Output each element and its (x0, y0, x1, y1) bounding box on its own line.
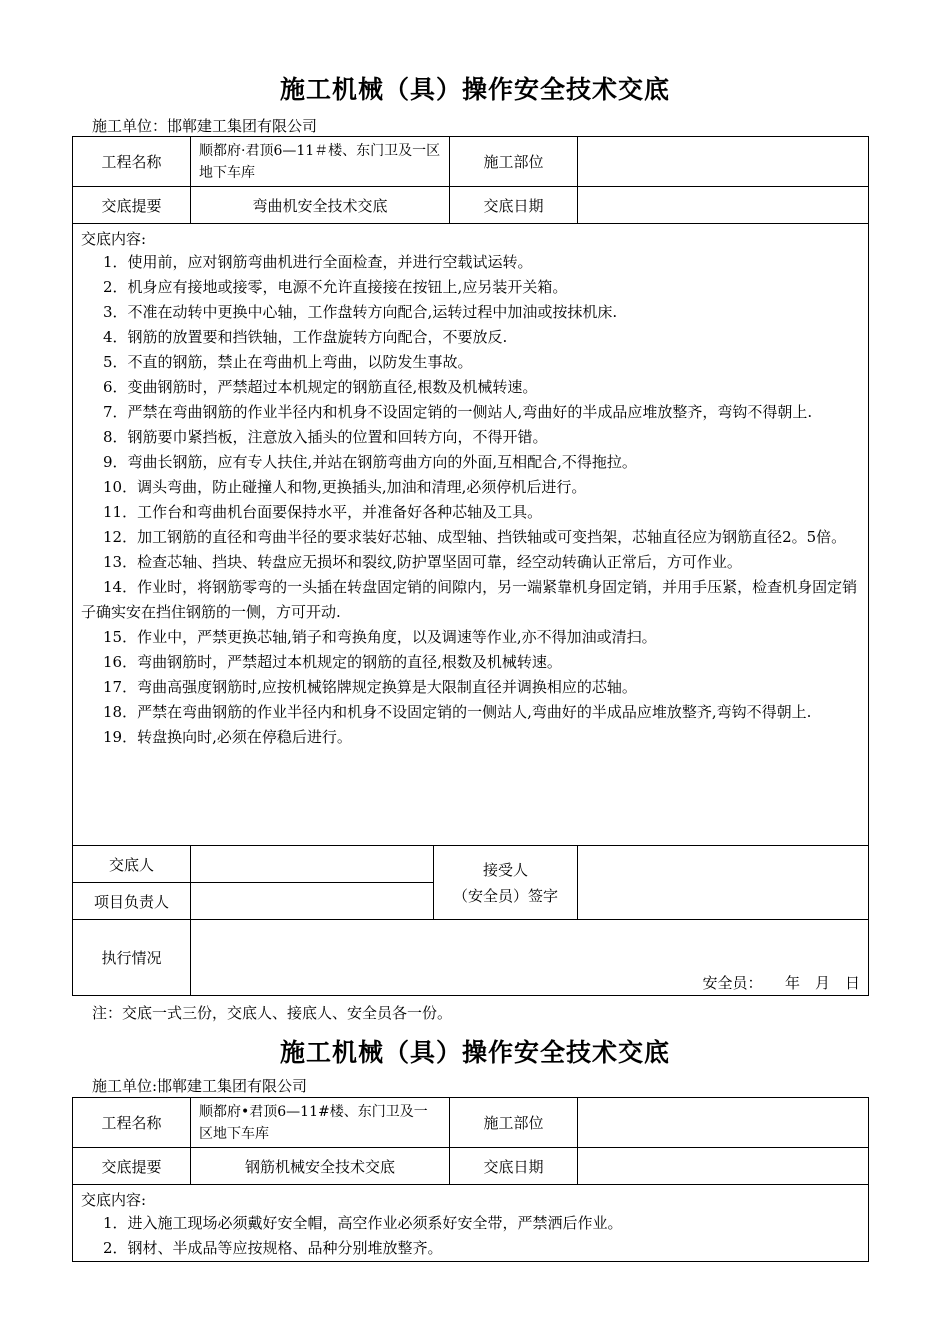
doc2-item: 2．钢材、半成品等应按规格、品种分别堆放整齐。 (103, 1239, 443, 1257)
doc2-content-cell (73, 1185, 869, 1262)
doc1-item: 9．弯曲长钢筋，应有专人扶住,并站在钢筋弯曲方向的外面,互相配合,不得拖拉。 (103, 453, 637, 471)
doc1-content-label: 交底内容: (81, 230, 147, 248)
doc1-item: 16．弯曲钢筋时，严禁超过本机规定的钢筋的直径,根数及机械转速。 (103, 653, 562, 671)
doc2-item: 1．进入施工现场必须戴好安全帽，高空作业必须系好安全带，严禁洒后作业。 (103, 1214, 623, 1232)
doc1-discloser-value (191, 846, 434, 883)
doc1-item: 18．严禁在弯曲钢筋的作业半径内和机身不设固定销的一侧站人,弯曲好的半成品应堆放整齐,弯钩不得朝上. (103, 703, 812, 721)
doc1-location-value (578, 137, 869, 187)
doc2-summary-value: 钢筋机械安全技术交底 (191, 1148, 450, 1185)
doc1-item: 14．作业时，将钢筋零弯的一头插在转盘固定销的间隙内，另一端紧靠机身固定销，并用手压紧，检查机身固定销子确实安在挡住钢筋的一侧，方可开动. (81, 578, 858, 621)
doc1-item: 11．工作台和弯曲机台面要保持水平，并准备好各种芯轴及工具。 (103, 503, 543, 521)
doc1-form-table (72, 136, 869, 996)
doc1-discloser-label: 交底人 (73, 846, 191, 883)
doc2-location-label: 施工部位 (450, 1098, 578, 1148)
doc1-item: 2．机身应有接地或接零，电源不允许直接接在按钮上,应另装开关箱。 (103, 278, 568, 296)
doc1-item: 1．使用前，应对钢筋弯曲机进行全面检查，并进行空载试运转。 (103, 253, 533, 271)
doc1-receiver-signature (578, 846, 869, 920)
doc1-manager-label: 项目负责人 (73, 883, 191, 920)
doc1-item: 15．作业中，严禁更换芯轴,销子和弯换角度，以及调速等作业,亦不得加油或清扫。 (103, 628, 657, 646)
doc1-location-label: 施工部位 (450, 137, 578, 187)
doc2-project-label: 工程名称 (73, 1098, 191, 1148)
doc1-manager-value (191, 883, 434, 920)
doc1-execution-label: 执行情况 (73, 920, 191, 996)
doc2-summary-label: 交底提要 (73, 1148, 191, 1185)
doc1-item: 6．变曲钢筋时，严禁超过本机规定的钢筋直径,根数及机械转速。 (103, 378, 538, 396)
doc2-location-value (578, 1098, 869, 1148)
doc1-item: 8．钢筋要巾紧挡板，注意放入插头的位置和回转方向，不得开错。 (103, 428, 548, 446)
doc1-date-label: 交底日期 (450, 187, 578, 224)
doc1-item: 7．严禁在弯曲钢筋的作业半径内和机身不设固定销的一侧站人,弯曲好的半成品应堆放整齐，弯钩不得朝上. (103, 403, 813, 421)
doc1-construction-unit: 施工单位：邯郸建工集团有限公司 (92, 117, 318, 135)
doc1-project-label: 工程名称 (73, 137, 191, 187)
doc1-content-cell (73, 224, 869, 846)
doc1-item: 19．转盘换向时,必须在停稳后进行。 (103, 728, 352, 746)
doc1-execution-value (191, 920, 869, 996)
doc1-item: 5．不直的钢筋，禁止在弯曲机上弯曲，以防发生事故。 (103, 353, 473, 371)
doc1-receiver-label-line1: 接受人 (483, 860, 529, 879)
doc1-safety-officer-signoff: 安全员： 年 月 日 (702, 974, 861, 992)
doc1-item: 10．调头弯曲，防止碰撞人和物,更换插头,加油和清理,必须停机后进行。 (103, 478, 587, 496)
doc2-form-table (72, 1097, 869, 1262)
doc1-project-value: 顺都府·君顶6—11＃楼、东门卫及一区地下车库 (191, 137, 450, 187)
doc1-receiver-label (434, 846, 578, 920)
doc1-item: 13．检查芯轴、挡块、转盘应无损坏和裂纹,防护罩坚固可靠，经空动转确认正常后，方可作业。 (103, 553, 742, 571)
doc1-summary-label: 交底提要 (73, 187, 191, 224)
doc1-receiver-label-line2: （安全员）签字 (453, 886, 559, 905)
doc1-item: 4．钢筋的放置要和挡铁轴，工作盘旋转方向配合，不要放反. (103, 328, 508, 346)
doc1-note: 注：交底一式三份，交底人、接底人、安全员各一份。 (92, 1004, 453, 1022)
doc2-content-label: 交底内容: (81, 1191, 147, 1209)
doc1-summary-value: 弯曲机安全技术交底 (191, 187, 450, 224)
doc1-item: 17．弯曲高强度钢筋时,应按机械铭牌规定换算是大限制直径并调换相应的芯轴。 (103, 678, 637, 696)
doc2-date-label: 交底日期 (450, 1148, 578, 1185)
doc1-title: 施工机械（具）操作安全技术交底 (279, 75, 670, 104)
doc1-item: 12．加工钢筋的直径和弯曲半径的要求装好芯轴、成型轴、挡铁轴或可变挡架，芯轴直径应为钢筋直径2。5倍。 (103, 528, 847, 546)
doc2-construction-unit: 施工单位:邯郸建工集团有限公司 (92, 1077, 308, 1095)
doc2-date-value (578, 1148, 869, 1185)
doc2-project-value: 顺都府•君顶6—11#楼、东门卫及一区地下车库 (191, 1098, 450, 1148)
doc2-title: 施工机械（具）操作安全技术交底 (279, 1038, 670, 1067)
doc1-date-value (578, 187, 869, 224)
doc1-item: 3．不准在动转中更换中心轴，工作盘转方向配合,运转过程中加油或按抹机床. (103, 303, 618, 321)
